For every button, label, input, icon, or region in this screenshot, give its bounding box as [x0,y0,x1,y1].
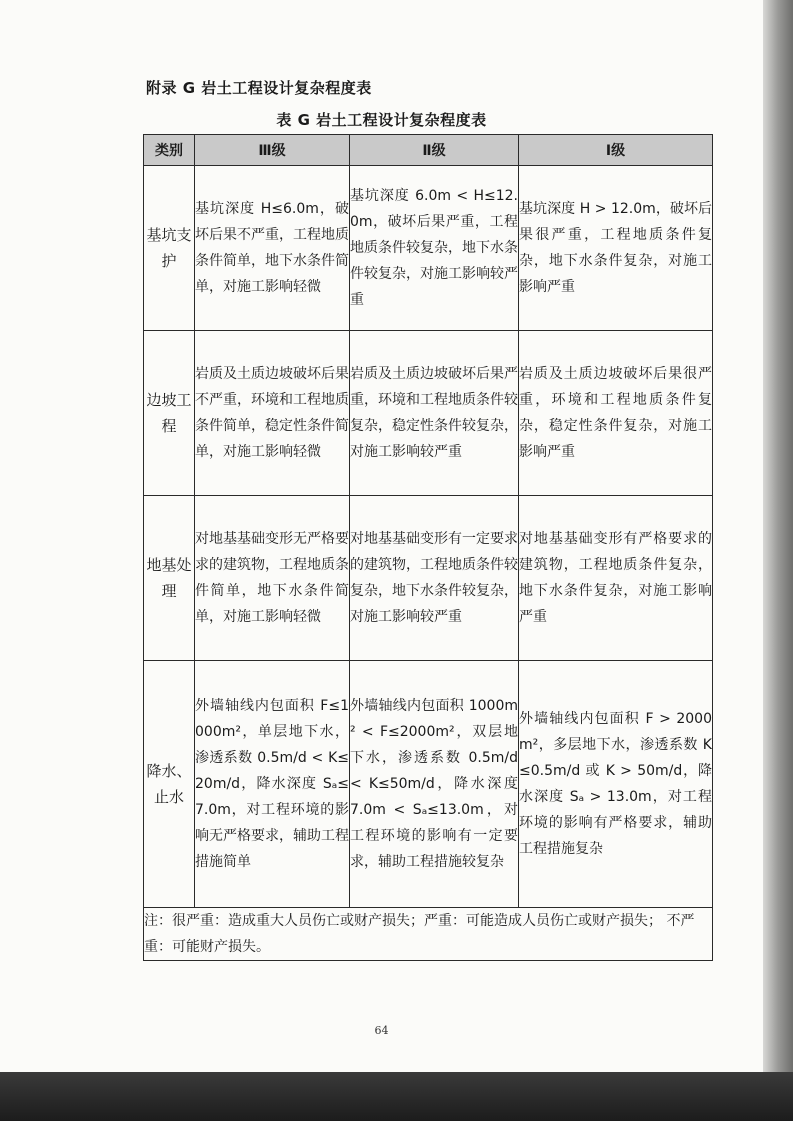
header-level3: Ⅲ级 [195,135,350,166]
table-note-row [144,908,713,961]
row-category: 边坡工程 [144,331,195,496]
scan-bottom-edge [0,1072,793,1121]
row-category: 降水、止水 [144,661,195,908]
cell-level2: 外墙轴线内包面积 1000m² < F≤2000m²，双层地下水，渗透系数 0.5m/d < K≤50m/d，降水深度 7.0m < Sₐ≤13.0m，对工程环境的影响有一定要求，辅助工程措施较复杂 [350,661,519,908]
appendix-title: 附录 G 岩土工程设计复杂程度表 [146,79,372,97]
table-row [144,166,713,331]
row-category: 地基处理 [144,496,195,661]
table-row [144,331,713,496]
cell-level1: 外墙轴线内包面积 F > 2000m²，多层地下水，渗透系数 K≤0.5m/d 或 K > 50m/d，降水深度 Sₐ > 13.0m，对工程环境的影响有严格要求，辅助工程措施复杂 [519,661,713,908]
header-category: 类别 [144,135,195,166]
cell-level3: 对地基基础变形无严格要求的建筑物，工程地质条件简单，地下水条件简单，对施工影响轻微 [195,496,350,661]
page-number: 64 [374,1024,389,1037]
cell-level1: 基坑深度 H > 12.0m，破坏后果很严重，工程地质条件复杂，地下水条件复杂，对施工影响严重 [519,166,713,331]
table-note: 注：很严重：造成重大人员伤亡或财产损失；严重：可能造成人员伤亡或财产损失； 不严重：可能财产损失。 [144,908,713,961]
table-row [144,496,713,661]
row-category: 基坑支护 [144,166,195,331]
book-spine-shadow [763,0,793,1121]
table-header-row [144,135,713,166]
cell-level2: 岩质及土质边坡破坏后果严重，环境和工程地质条件较复杂，稳定性条件较复杂，对施工影响较严重 [350,331,519,496]
cell-level3: 岩质及土质边坡破坏后果不严重，环境和工程地质条件简单，稳定性条件简单，对施工影响轻微 [195,331,350,496]
complexity-table [143,134,713,961]
cell-level2: 对地基基础变形有一定要求的建筑物，工程地质条件较复杂，地下水条件较复杂，对施工影响较严重 [350,496,519,661]
cell-level1: 岩质及土质边坡破坏后果很严重，环境和工程地质条件复杂，稳定性条件复杂，对施工影响严重 [519,331,713,496]
header-level2: Ⅱ级 [350,135,519,166]
table-title: 表 G 岩土工程设计复杂程度表 [276,111,487,129]
cell-level2: 基坑深度 6.0m < H≤12.0m，破坏后果严重，工程地质条件较复杂，地下水条件较复杂，对施工影响较严重 [350,166,519,331]
cell-level1: 对地基基础变形有严格要求的建筑物，工程地质条件复杂，地下水条件复杂，对施工影响严重 [519,496,713,661]
header-level1: Ⅰ级 [519,135,713,166]
table-row [144,661,713,908]
cell-level3: 基坑深度 H≤6.0m，破坏后果不严重，工程地质条件简单，地下水条件简单，对施工影响轻微 [195,166,350,331]
cell-level3: 外墙轴线内包面积 F≤1000m²，单层地下水，渗透系数 0.5m/d < K≤20m/d，降水深度 Sₐ≤7.0m，对工程环境的影响无严格要求，辅助工程措施简单 [195,661,350,908]
